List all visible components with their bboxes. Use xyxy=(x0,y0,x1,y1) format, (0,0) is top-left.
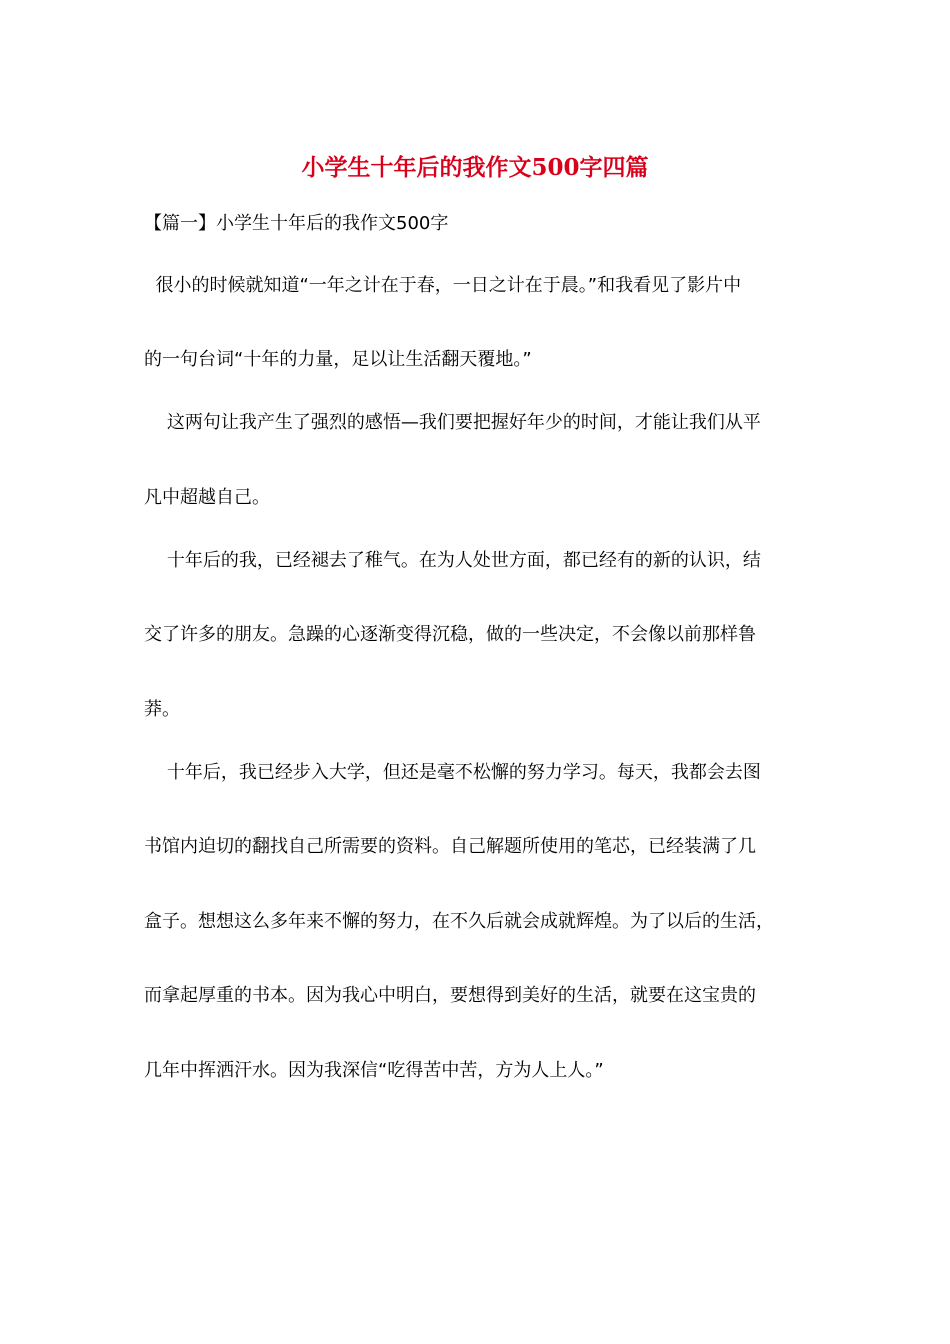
text-line: 书馆内迫切的翻找自己所需要的资料。自己解题所使用的笔芯，已经装满了几 xyxy=(144,836,756,857)
text-line: 凡中超越自己。 xyxy=(144,487,270,508)
text-line: 交了许多的朋友。急躁的心逐渐变得沉稳，做的一些决定，不会像以前那样鲁 xyxy=(144,624,756,645)
text-line: 这两句让我产生了强烈的感悟—我们要把握好年少的时间，才能让我们从平 xyxy=(144,412,761,433)
text-line: 莽。 xyxy=(144,699,180,720)
text-line: 的一句台词“十年的力量，足以让生活翻天覆地。” xyxy=(144,349,532,370)
text-line: 几年中挥洒汗水。因为我深信“吃得苦中苦，方为人上人。” xyxy=(144,1060,604,1081)
text-line: 很小的时候就知道“一年之计在于春，一日之计在于晨。”和我看见了影片中 xyxy=(144,275,742,296)
text-line: 盒子。想想这么多年来不懈的努力，在不久后就会成就辉煌。为了以后的生活， xyxy=(144,911,774,932)
document-title: 小学生十年后的我作文500字四篇 xyxy=(301,154,649,181)
section-heading: 【篇一】小学生十年后的我作文500字 xyxy=(144,213,449,234)
text-line: 而拿起厚重的书本。因为我心中明白，要想得到美好的生活，就要在这宝贵的 xyxy=(144,985,756,1006)
text-line: 十年后，我已经步入大学，但还是毫不松懈的努力学习。每天，我都会去图 xyxy=(144,762,761,783)
text-line: 十年后的我，已经褪去了稚气。在为人处世方面，都已经有的新的认识，结 xyxy=(144,550,761,571)
